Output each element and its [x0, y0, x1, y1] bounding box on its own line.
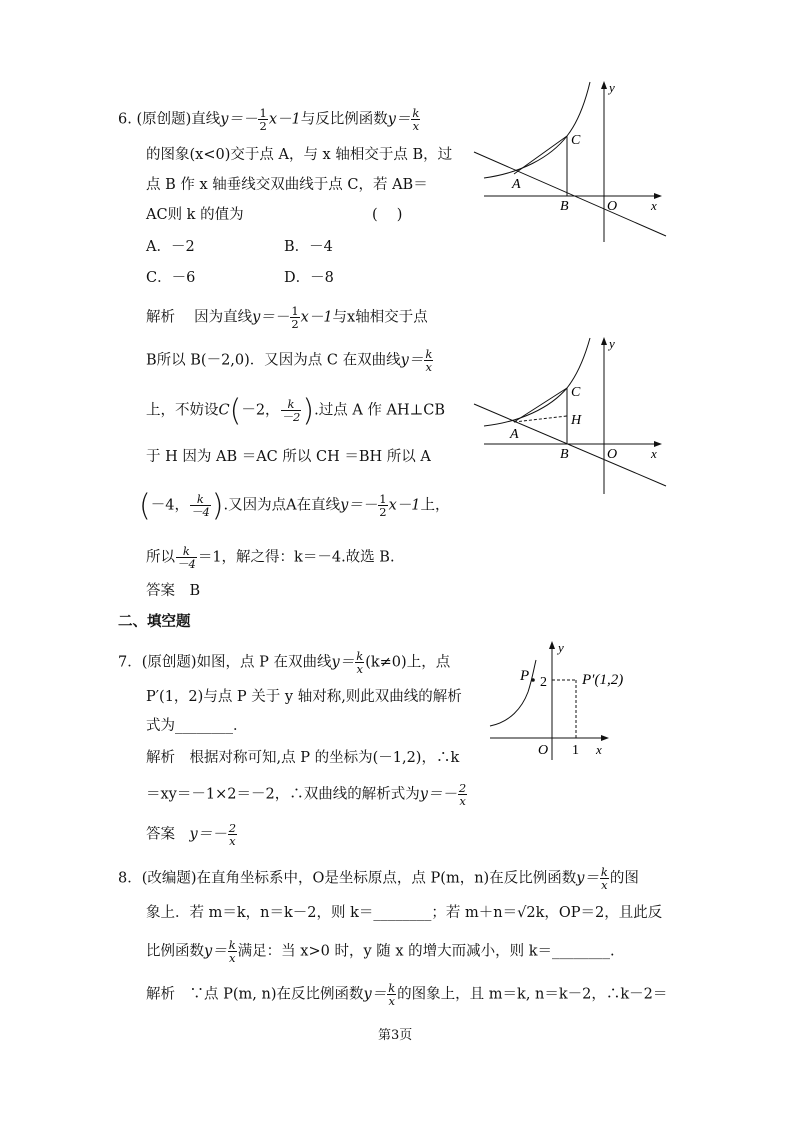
label-P-prime: P′(1,2): [582, 672, 624, 688]
q8-line2: 象上．若 m＝k，n＝k－2，则 k＝________；若 m＋n＝√2k，OP＝2，且此反: [146, 905, 663, 921]
q6-option-c: C．－6: [146, 270, 196, 286]
q6-option-d: D．－8: [284, 270, 334, 286]
label-C: C: [571, 385, 581, 400]
q7-solution-2: ＝xy＝－1×2＝－2，∴双曲线的解析式为y＝－ $\frac{2}{x}$: [146, 781, 467, 808]
q6-line1: 6. (原创题)直线y＝－ $\frac{1}{2}$ x－1与反比例函数y＝ $\frac{k}{x}$: [118, 106, 420, 133]
label-x: x: [596, 742, 602, 757]
label-1: 1: [572, 743, 579, 758]
x-axis-arrow: [601, 735, 609, 741]
q6-number: 6.: [118, 111, 132, 128]
q6-solution-6: 所以 $\frac{k}{-4}$ ＝1，解之得：k＝－4.故选 B.: [146, 544, 395, 571]
label-y: y: [609, 336, 615, 351]
label-2: 2: [540, 675, 547, 690]
answer-label: 答案: [146, 583, 175, 599]
q8-solution-1: 解析 ∵点 P(m, n)在反比例函数y＝ $\frac{k}{x}$ 的图象上，且 m＝k, n＝k－2，∴k－2＝: [146, 981, 668, 1008]
q6-line3: 点 B 作 x 轴垂线交双曲线于点 C，若 AB＝: [146, 177, 428, 193]
y-axis-arrow: [601, 337, 607, 345]
label-x: x: [651, 446, 657, 461]
label-y: y: [609, 80, 615, 95]
q6-line2: 的图象(x<0)交于点 A，与 x 轴相交于点 B，过: [146, 147, 453, 163]
label-y: y: [558, 640, 564, 655]
section-heading: 二、填空题: [118, 613, 191, 630]
q6-solution-2: B所以 B(－2,0)．又因为点 C 在双曲线y＝ $\frac{k}{x}$: [146, 347, 433, 374]
label-A: A: [510, 427, 519, 442]
q7-answer: 答案 y＝－ $\frac{2}{x}$: [146, 821, 237, 848]
label-x: x: [651, 198, 657, 213]
q7-line2: P′(1，2)与点 P 关于 y 轴对称,则此双曲线的解析: [146, 689, 462, 705]
fraction-1-2: $\frac{1}{2}$: [259, 106, 267, 133]
label-O: O: [538, 743, 549, 758]
line-graph: [474, 152, 666, 236]
q6-solution-5: (－4， $\frac{k}{-4}$ ).又因为点A在直线y＝－ $\frac{1}{2}$ x－1上，: [139, 488, 450, 524]
fraction-k-x: $\frac{k}{x}$: [412, 106, 420, 133]
label-C: C: [571, 133, 581, 148]
label-O: O: [607, 447, 618, 462]
q7-solution-1: 解析 根据对称可知,点 P 的坐标为(－1,2)，∴k: [146, 750, 460, 766]
q6-option-b: B．－4: [284, 239, 333, 255]
q6-line4: AC则 k 的值为: [146, 207, 244, 223]
label-O: O: [607, 199, 618, 214]
q8-line3: 比例函数y＝ $\frac{k}{x}$ 满足：当 x>0 时，y 随 x 的增大而减小，则 k＝________.: [146, 938, 615, 965]
label-P: P: [520, 668, 530, 684]
label-B: B: [560, 199, 569, 214]
q6-paren: ( ): [372, 207, 403, 223]
line-graph: [474, 404, 666, 486]
q6-answer: 答案 B: [146, 583, 201, 599]
y-axis-arrow: [549, 641, 555, 649]
y-axis-arrow: [601, 81, 607, 89]
label-A: A: [512, 177, 521, 192]
q6-option-a: A．－2: [146, 239, 195, 255]
figure-q7: [486, 636, 656, 764]
label-H: H: [571, 413, 582, 428]
figure-q6: [470, 78, 670, 248]
q8-line1: 8．(改编题)在直角坐标系中，O是坐标原点，点 P(m，n)在反比例函数y＝ $\frac{k}{x}$ 的图: [118, 865, 639, 892]
q6-solution-3: 上，不妨设C(－2， $\frac{k}{-2}$ ).过点 A 作 AH⊥CB: [146, 393, 446, 429]
label-B: B: [560, 447, 569, 462]
point-P: [531, 678, 535, 682]
page-footer: 第3页: [378, 1028, 413, 1043]
q7-line1: 7．(原创题)如图，点 P 在双曲线y＝ $\frac{k}{x}$ (k≠0)上，点: [118, 649, 451, 676]
q6-solution-4: 于 H 因为 AB ＝AC 所以 CH ＝BH 所以 A: [146, 449, 431, 465]
figure-q6-solution: [470, 334, 670, 499]
q6-solution-1: 解析 因为直线y＝－ $\frac{1}{2}$ x－1与x轴相交于点: [146, 304, 428, 331]
q7-line3: 式为________．: [146, 718, 248, 734]
segment-AC: [514, 136, 567, 174]
solution-label: 解析: [146, 309, 175, 326]
q6-tag: (原创题): [136, 111, 192, 128]
